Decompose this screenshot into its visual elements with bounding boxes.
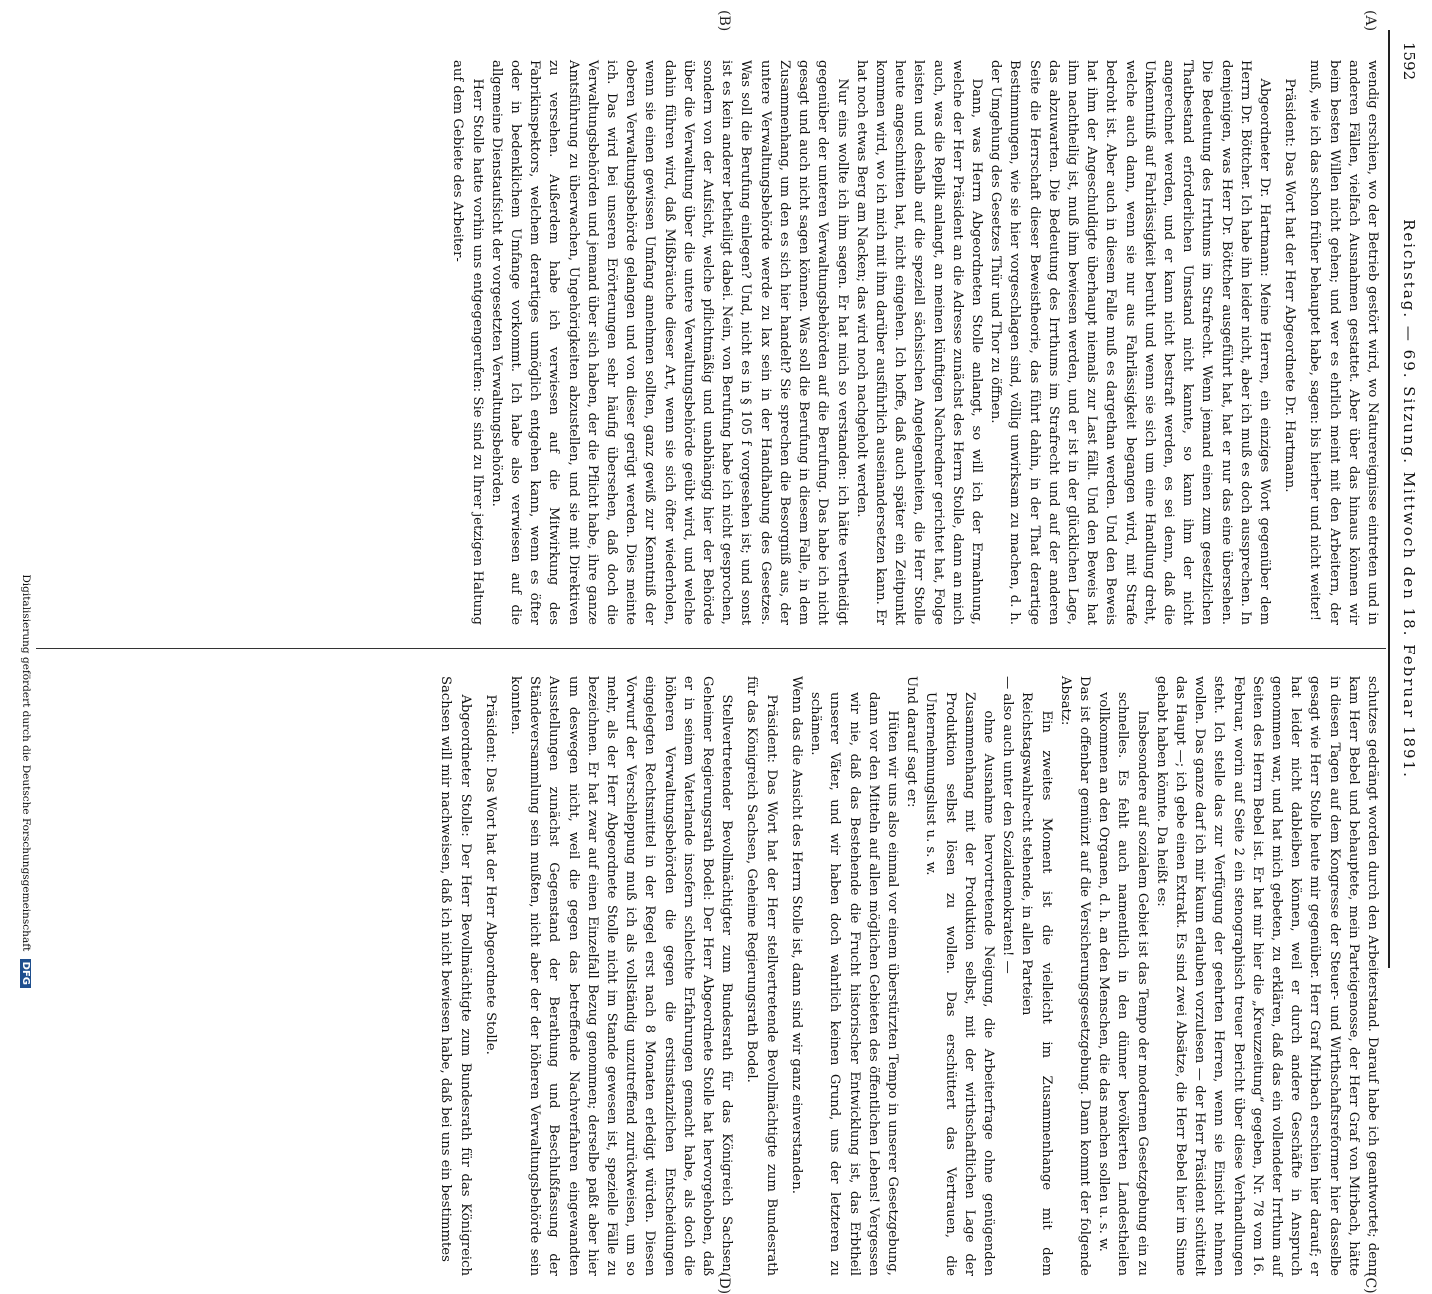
left-column [448, 60, 1382, 625]
speaker-paragraph: Abgeordneter Stolle: Der Herr Bevollmächtigte zum Bundesrath für das Königreich Sachsen will mir nachweisen, daß ich nicht bewiesen habe, daß bei uns ein bestimmtes [438, 676, 473, 1276]
paragraph: Und darauf sagt er: [904, 676, 920, 808]
page-header [1394, 30, 1420, 968]
paragraph: wendig erschien, wo der Betrieb gestört wird, wo Naturereignisse eintreten und in anderen Fällen, vielfach Ausnahmen gestattet. Aber über das hinaus können wir beim besten Willen nicht gehen; und wer es ehrlich meint mit den Arbeitern, der muß, wie ich das schon früher behauptet habe, sagen: bis hierher und nicht weiter! [1307, 60, 1380, 625]
speaker-paragraph: Präsident: Das Wort hat der Herr Abgeordnete Dr. Hartmann. [1282, 78, 1298, 493]
paragraph: Nur eins wollte ich ihm sagen. Er hat mich so verstanden: ich hätte vertheidigt gegenüber der unteren Verwaltungsbehörden auf die Berufung. Das habe ich nicht gesagt und auch nicht sagen können. Was soll die Berufung in diesem Falle, in dem Zusammenhang, um den es sich hier handelt? Sie sprechen die Besorgniß aus, der untere Verwaltungsbehörde werde zu lax sein in der Handhabung des Gesetzes. Was soll die Berufung einlegen? Und, nicht es in § 105 f vorgesehen ist; und sonst ist es kein anderer betheiligt dabei. Nein, von Berufung habe ich nicht gesprochen, sondern von der Aufsicht, welche pflichtmäßig und unabhängig hier der Behörde über die Verwaltung über die untere Verwaltungsbehörde geübt wird, und welche dahin führen wird, daß Mißbräuche dieser Art, wenn sie sich öfter wiederholen, wenn sie einen gewissen Umfang annehmen sollten, ganz gewiß zur Kenntniß der oberen Verwaltungsbehörde gelangen und von dieser gerügt werden. Dies meinte ich. Das wird bei unseren Erörterungen sehr häufig übersehen, daß doch die Verwaltungsbehörden und jemand über sich haben, der die Pflicht habe, ihre ganze Amtsführung zu überwachen, Ungehörigkeiten abzustellen, und sie mit Direktiven zu versehen. Außerdem habe ich verwiesen auf die Mitwirkung des Fabrikinspektors, welchem derartiges unmöglich entgehen kann, wenn es öfter oder in bedenklichem Umfange vorkommt. Ich habe also verwiesen auf die allgemeine Dienstaufsicht der vorgesetzten Verwaltungsbehörden. [488, 60, 850, 625]
paragraph: Dann, was Herrn Abgeordneten Stolle anlangt, so will ich der Ermahnung, welche der Herr Präsident an die Adresse zunächst des Herrn Stolle, dann an mich auch, was die Replik anlangt, an meinen künftigen Nachredner gerichtet hat, Folge leisten und deshalb auf die speziell sächsischen Angelegenheiten, die Herr Stolle heute angeschnitten hat, nicht eingehen. Ich hoffe, daß auch später ein Zeitpunkt kommen wird, wo ich mich mit ihm darüber ausführlich auseinandersetzen kann. Er hat noch etwas Berg am Nacken; das wird noch nachgeholt werden. [853, 60, 984, 625]
column-divider [36, 648, 1386, 649]
header-rule [1388, 30, 1390, 968]
quoted-paragraph: Ein zweites Moment ist die vielleicht im Zusammenhange mit dem Reichstagswahlrecht stehende, in allen Parteien [1019, 692, 1054, 1276]
interjection: — also auch unter den Sozialdemokraten! — [1000, 676, 1016, 974]
speaker-paragraph: Abgeordneter Dr. Hartmann: Meine Herren, ein einziges Wort gegenüber dem Herrn Dr. Böttcher. Ich habe ihn leider nicht, aber ich muß es doch aussprechen. In demjenigen, was Herr Dr. Böttcher ausgeführt hat, hat er nur das eine übersehen. Die Bedeutung des Irrthums im Strafrecht. Wenn jemand einen zum gesetzlichen Thatbestand erforderlichen Umstand nicht kannte, so kann ihm der nicht angerechnet werden, und er kann nicht bestraft werden, es sei denn, daß die Unkenntniß auf Fahrlässigkeit beruht und wenn sie sich um eine Handlung dreht, welche auch dann, wenn sie nur aus Fahrlässigkeit begangen wird, mit Strafe bedroht ist. Aber auch in diesem Falle muß es dargethan werden. Und den Beweis hat ihm der Angeschuldigte überhaupt niemals zur Last fällt. Und den Beweis hat ihm nachtheilig ist, muß ihm bewiesen werden, und er ist in der glücklichen Lage, das abzuwarten. Die Bedeutung des Irrthums im Strafrecht und auf der anderen Seite die Herrschaft dieser Beweistheorie, das führt dahin, in der That derartige Bestimmungen, wie sie hier vorgeschlagen sind, völlig unwirksam zu machen, d. h. der Umgehung des Gesetzes Thür und Thor zu öffnen. [988, 60, 1272, 625]
margin-letter-a: (A) [1362, 10, 1378, 32]
margin-letter-c: (C) [1362, 1272, 1378, 1294]
paragraph: Herr Stolle hatte vorhin uns entgegengerufen: Sie sind zu Ihrer jetzigen Haltung auf dem Gebiete des Arbeiter- [450, 60, 485, 625]
speaker-paragraph: Präsident: Das Wort hat der Herr stellvertretende Bevollmächtigte zum Bundesrath für das Königreich Sachsen, Geheime Regierungsrath Bodel. [744, 676, 779, 1276]
paragraph: schutzes gedrängt worden durch den Arbeiterstand. Darauf habe ich geantwortet; denn kam Herr Bebel und behauptete, mein Parteigenosse, der Herr Graf von Mirbach, hätte in diesen Tagen auf dem Kongresse der Steuer- und Wirthschaftsreformer hier dasselbe gesagt wie Herr Stolle heute mir gegenüber. Herr Graf Mirbach erschien hier darauf; er hat leider nicht dableiben können, weil er durch andere Geschäfte in Anspruch genommen war, und hat mich gebeten, zu erklären, daß das ein vollendeter Irrthum auf Seiten des Herrn Bebel ist. Er hat mir hier die „Kreuzzeitung“ gegeben, Nr. 78 vom 16. Februar, worin auf Seite 2 ein stenographisch treuer Bericht über diese Verhandlungen steht. Ich stelle das zur Verfügung der geehrten Herren, wenn sie Einsicht nehmen wollen. Das ganze darf ich mir kaum erlauben vorzulesen — der Herr Präsident schüttelt das Haupt —; ich gebe einen Extrakt. Es sind zwei Absätze, die Herr Bebel hier im Sinne gehabt haben könnte. Da heißt es: [1153, 676, 1380, 1276]
paragraph: Wenn das die Ansicht des Herrn Stolle ist, dann sind wir ganz einverstanden. [788, 676, 804, 1194]
right-column [436, 676, 1382, 1276]
page-number: 1592 [1400, 42, 1418, 81]
paragraph: Das ist offenbar gemünzt auf die Versicherungsgesetzgebung. Dann kommt der folgende Absatz: [1057, 676, 1092, 1276]
speaker-paragraph: Präsident: Das Wort hat der Herr Abgeordnete Stolle. [482, 694, 498, 1055]
margin-letter-d: (D) [716, 1272, 732, 1294]
speaker-paragraph: Stellvertretender Bevollmächtigter zum Bundesrath für das Königreich Sachsen, Geheimer Regierungsrath Bodel: Der Herr Abgeordnete Stolle hat hervorgehoben, daß er in seinem Vaterlande insofern schlechte Erfahrungen gemacht habe, als doch die höheren Verwaltungsbehörden die gegen die erstinstanzlichen Entscheidungen eingelegten Rechtsmittel in der Regel erst nach 8 Monaten erledigt würden. Diesen Vorwurf der Verschleppung muß ich als vollständig unzutreffend zurückweisen, um so mehr, als der Herr Abgeordnete Stolle nicht im Stande gewesen ist, spezielle Fälle zu bezeichnen. Er hat zwar auf einen Einzelfall Bezug genommen; derselbe paßt aber hier um deswegen nicht, weil die gegen das betreffende Nachverfahren eingewandten Ausstellungen zunächst Gegenstand der Berathung und Beschlußfassung der Ständeversammlung sein mußten, nicht aber der der höheren Verwaltungsbehörde sein konnten. [508, 676, 735, 1276]
digitization-credit [20, 0, 32, 988]
quoted-paragraph: Insbesondere auf sozialem Gebiet ist das Tempo der modernen Gesetzgebung ein zu schnelles. Es fehlt auch namentlich in den dünner bevölkerten Landestheilen vollkommen an den Organen, d. h. an den Menschen, die das machen sollen u. s. w. [1096, 692, 1150, 1276]
running-head: Reichstag. — 69. Sitzung. Mittwoch den 18. Februar 1891. [1400, 219, 1418, 779]
credit-text: Digitalisierung gefördert durch die Deutsche Forschungsgemeinschaft [20, 574, 32, 952]
dfg-logo: DFG [20, 959, 31, 988]
quoted-paragraph: Hüten wir uns also einmal vor einem überstürzten Tempo in unserer Gesetzgebung, dann vor den Mitteln auf allen möglichen Gebieten des öffentlichen Lebens! Vergessen wir nie, daß das Bestehende die Frucht historischer Entwicklung ist, das Erbtheil unserer Väter, und wir haben doch wahrlich keinen Grund, uns der letzteren zu schämen. [808, 692, 900, 1276]
margin-letter-b: (B) [716, 10, 732, 32]
quoted-paragraph: ohne Ausnahme hervortretende Neigung, die Arbeiterfrage ohne genügenden Zusammenhang mit der Produktion selbst, mit der wirthschaftlichen Lage der Produktion selbst lösen zu wollen. Das erschüttert das Vertrauen, die Unternehmungslust u. s. w. [923, 692, 996, 1276]
